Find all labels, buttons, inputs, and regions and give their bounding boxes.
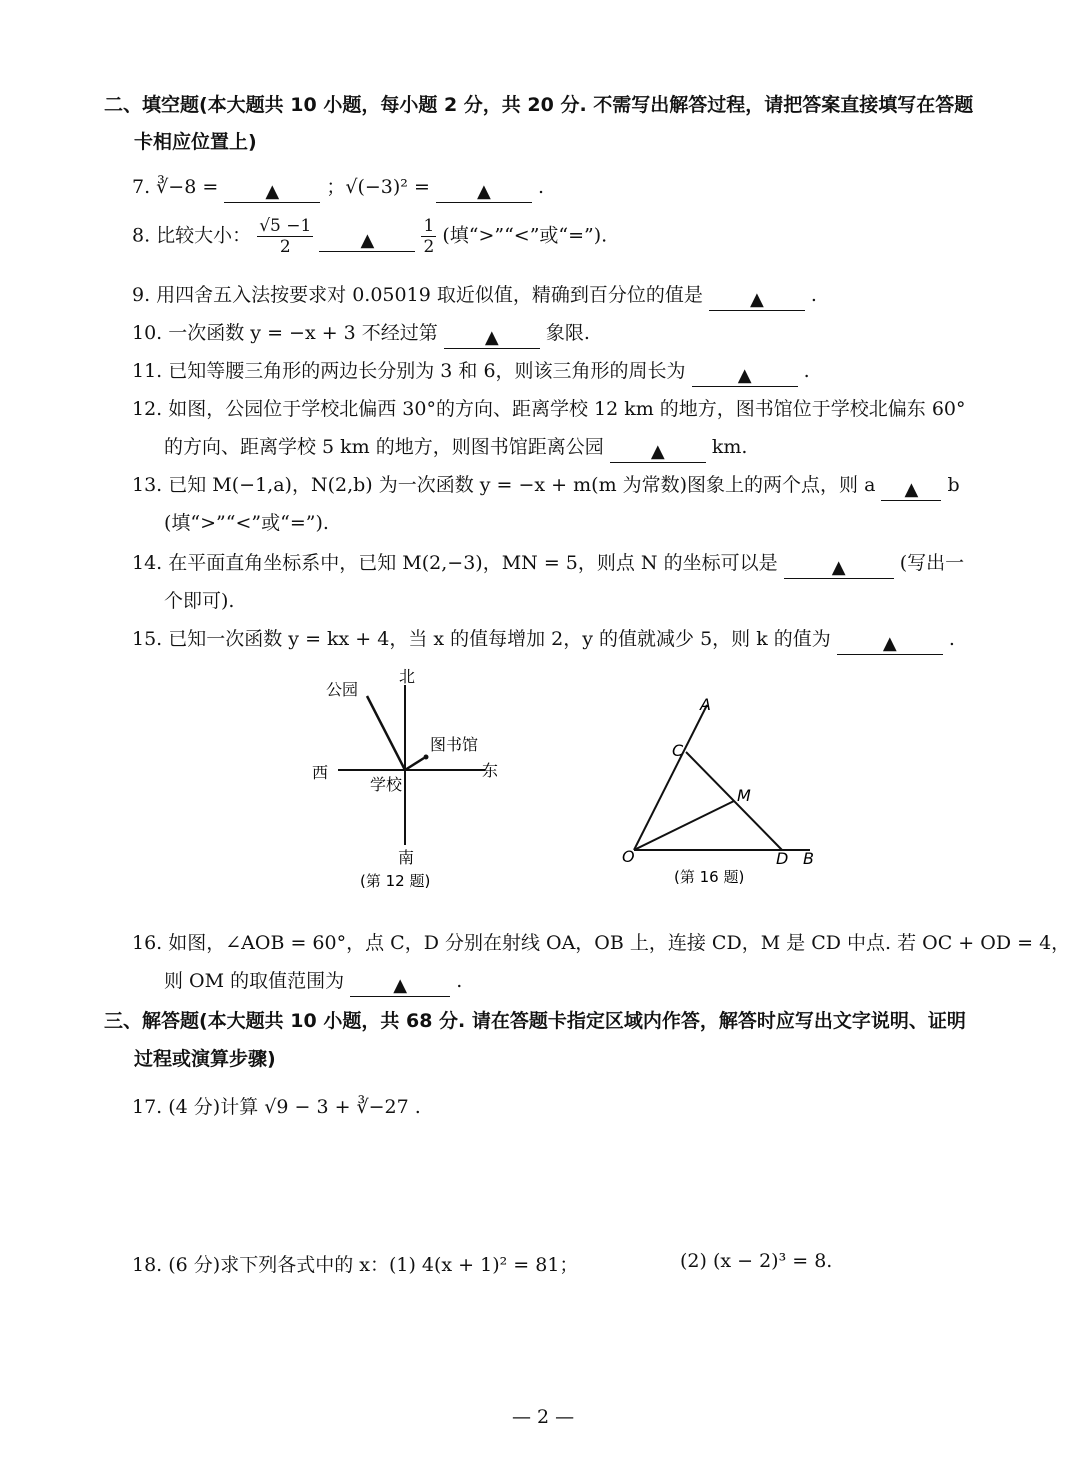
q10-blank[interactable] bbox=[444, 326, 540, 349]
label-A: A bbox=[700, 695, 711, 714]
q10-part1: 10. 一次函数 y = −x + 3 不经过第 bbox=[132, 322, 438, 344]
q14-part2: (写出一 bbox=[899, 552, 965, 574]
answer-triangle-icon: ▲ bbox=[393, 975, 408, 996]
question-14-line1 bbox=[132, 548, 964, 579]
east-label: 东 bbox=[482, 761, 499, 780]
section3-header-line1: 三、解答题(本大题共 10 小题，共 68 分. 请在答题卡指定区域内作答，解答时应写出文字说明、证明 bbox=[104, 1010, 966, 1032]
q11-end: . bbox=[803, 360, 810, 382]
question-18-part1: 18. (6 分)求下列各式中的 x：(1) 4(x + 1)² = 81； bbox=[132, 1254, 579, 1276]
q15-end: . bbox=[948, 628, 955, 650]
fig12-caption: (第 12 题) bbox=[360, 872, 431, 890]
q16-part1: 则 OM 的取值范围为 bbox=[164, 970, 345, 992]
q12-part1: 的方向、距离学校 5 km 的地方，则图书馆距离公园 bbox=[164, 436, 604, 458]
question-13-line2: (填“>”“<”或“=”). bbox=[164, 512, 329, 534]
q8-fraction-2 bbox=[421, 216, 436, 257]
label-C: C bbox=[672, 741, 684, 760]
answer-triangle-icon: ▲ bbox=[477, 181, 491, 202]
answer-triangle-icon: ▲ bbox=[749, 289, 764, 310]
answer-triangle-icon: ▲ bbox=[882, 633, 897, 654]
q9-end: . bbox=[810, 284, 817, 306]
page-number: — 2 — bbox=[512, 1406, 575, 1428]
q7-part1: 7. ∛−8 = bbox=[132, 176, 219, 198]
answer-triangle-icon: ▲ bbox=[650, 441, 665, 462]
school-label: 学校 bbox=[370, 775, 403, 794]
q8-frac1-num: √5 −1 bbox=[259, 216, 312, 236]
question-10 bbox=[132, 318, 590, 349]
question-13-line1 bbox=[132, 470, 960, 501]
q12-blank[interactable] bbox=[610, 440, 706, 463]
segment-OM bbox=[634, 801, 734, 850]
park-ray bbox=[367, 696, 405, 770]
q14-blank[interactable] bbox=[784, 556, 894, 579]
q12-part2: km. bbox=[711, 436, 748, 458]
south-label: 南 bbox=[398, 848, 415, 867]
answer-triangle-icon: ▲ bbox=[831, 557, 846, 578]
question-14-line2: 个即可). bbox=[164, 590, 235, 612]
q9-blank[interactable] bbox=[709, 288, 805, 311]
answer-triangle-icon: ▲ bbox=[360, 229, 375, 251]
q8-frac2-num: 1 bbox=[423, 216, 435, 236]
question-8 bbox=[132, 216, 607, 257]
question-9 bbox=[132, 280, 817, 311]
west-label: 西 bbox=[312, 763, 329, 782]
q14-part1: 14. 在平面直角坐标系中，已知 M(2,−3)，MN = 5，则点 N 的坐标可以是 bbox=[132, 552, 778, 574]
question-11 bbox=[132, 356, 810, 387]
answer-triangle-icon: ▲ bbox=[904, 479, 919, 500]
q10-part2: 象限. bbox=[545, 322, 590, 344]
answer-triangle-icon: ▲ bbox=[484, 327, 499, 348]
q15-text: 15. 已知一次函数 y = kx + 4，当 x 的值每增加 2，y 的值就减少 5，则 k 的值为 bbox=[132, 628, 831, 650]
question-7 bbox=[132, 172, 544, 203]
q13-blank[interactable] bbox=[881, 478, 941, 501]
q7-end: . bbox=[537, 176, 545, 198]
q13-part1: 13. 已知 M(−1,a)，N(2,b) 为一次函数 y = −x + m(m 为常数)图象上的两个点，则 a bbox=[132, 474, 876, 496]
library-ray bbox=[405, 758, 424, 770]
park-label: 公园 bbox=[326, 680, 359, 699]
q8-frac2-den: 2 bbox=[423, 237, 435, 257]
label-O: O bbox=[622, 847, 635, 866]
fig16-caption: (第 16 题) bbox=[674, 868, 745, 886]
section2-header-line2: 卡相应位置上) bbox=[134, 131, 257, 153]
question-12-line2 bbox=[164, 432, 747, 463]
library-label: 图书馆 bbox=[430, 735, 479, 754]
q8-part2: (填“>”“<”或“=”). bbox=[442, 224, 608, 247]
q11-text: 11. 已知等腰三角形的两边长分别为 3 和 6，则该三角形的周长为 bbox=[132, 360, 686, 382]
answer-triangle-icon: ▲ bbox=[265, 181, 280, 202]
label-B: B bbox=[803, 849, 814, 868]
q7-part2: ；√(−3)² = bbox=[326, 176, 430, 198]
q16-part2: . bbox=[456, 970, 463, 992]
q8-part1: 8. 比较大小： bbox=[132, 224, 252, 247]
q8-blank[interactable] bbox=[319, 229, 415, 252]
figure-16 bbox=[610, 690, 830, 895]
section2-header-line1: 二、填空题(本大题共 10 小题，每小题 2 分，共 20 分. 不需写出解答过程，请把答案直接填写在答题 bbox=[104, 94, 974, 116]
figure-12 bbox=[300, 660, 520, 895]
library-dot bbox=[424, 755, 429, 760]
label-D: D bbox=[776, 849, 789, 868]
q8-fraction-1 bbox=[257, 216, 313, 257]
ray-OA bbox=[634, 705, 707, 850]
q7-blank-1[interactable] bbox=[224, 180, 320, 203]
label-M: M bbox=[737, 786, 751, 805]
section3-header-line2: 过程或演算步骤) bbox=[134, 1048, 276, 1070]
answer-triangle-icon: ▲ bbox=[737, 365, 752, 386]
q16-blank[interactable] bbox=[350, 974, 450, 997]
question-15 bbox=[132, 624, 955, 655]
q13-part2: b bbox=[947, 474, 960, 496]
q15-blank[interactable] bbox=[837, 632, 943, 655]
question-16-line1: 16. 如图，∠AOB = 60°，点 C，D 分别在射线 OA，OB 上，连接 CD，M 是 CD 中点. 若 OC + OD = 4， bbox=[132, 932, 1071, 954]
question-18-part2: (2) (x − 2)³ = 8. bbox=[680, 1250, 833, 1272]
q8-frac1-den: 2 bbox=[279, 237, 291, 257]
question-12-line1: 12. 如图，公园位于学校北偏西 30°的方向、距离学校 12 km 的地方，图书馆位于学校北偏东 60° bbox=[132, 398, 966, 420]
q7-blank-2[interactable] bbox=[436, 180, 532, 203]
q11-blank[interactable] bbox=[692, 364, 798, 387]
question-17: 17. (4 分)计算 √9 − 3 + ∛−27 . bbox=[132, 1096, 421, 1118]
question-16-line2 bbox=[164, 966, 462, 997]
north-label: 北 bbox=[399, 667, 416, 686]
q9-text: 9. 用四舍五入法按要求对 0.05019 取近似值，精确到百分位的值是 bbox=[132, 284, 703, 306]
